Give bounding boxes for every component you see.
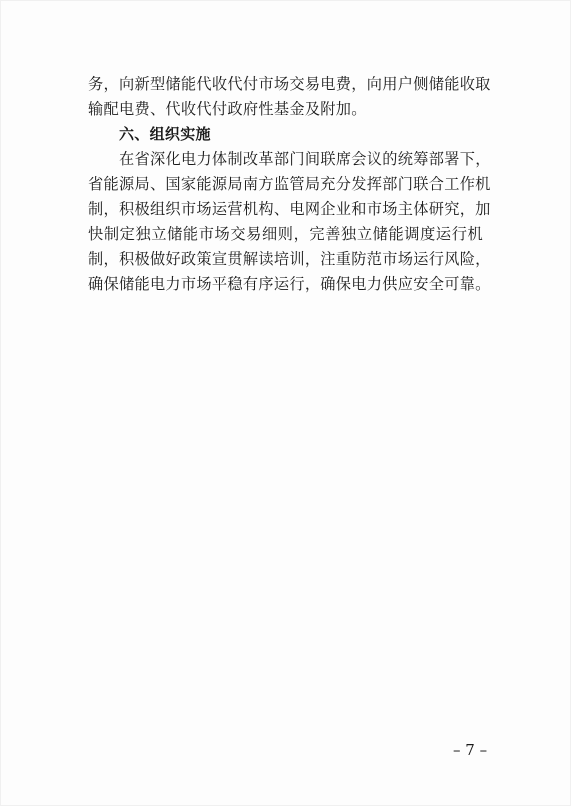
paragraph-line: 在省深化电力体制改革部门间联席会议的统筹部署下， xyxy=(119,150,491,168)
paragraph-line: 省能源局、国家能源局南方监管局充分发挥部门联合工作机 xyxy=(88,175,491,193)
paragraph-line: 确保储能电力市场平稳有序运行，确保电力供应安全可靠。 xyxy=(88,275,491,293)
paragraph-line: 输配电费、代收代付政府性基金及附加。 xyxy=(88,100,367,118)
document-body xyxy=(88,72,491,297)
paragraph-line: 制，积极组织市场运营机构、电网企业和市场主体研究，加 xyxy=(88,200,491,218)
paragraph-line: 务，向新型储能代收代付市场交易电费，向用户侧储能收取 xyxy=(88,75,491,93)
paragraph-line: 快制定独立储能市场交易细则，完善独立储能调度运行机 xyxy=(88,225,483,243)
page-number: – 7 – xyxy=(453,741,488,759)
section-heading: 六、组织实施 xyxy=(119,125,211,143)
paragraph-line: 制，积极做好政策宣贯解读培训，注重防范市场运行风险， xyxy=(88,250,491,268)
